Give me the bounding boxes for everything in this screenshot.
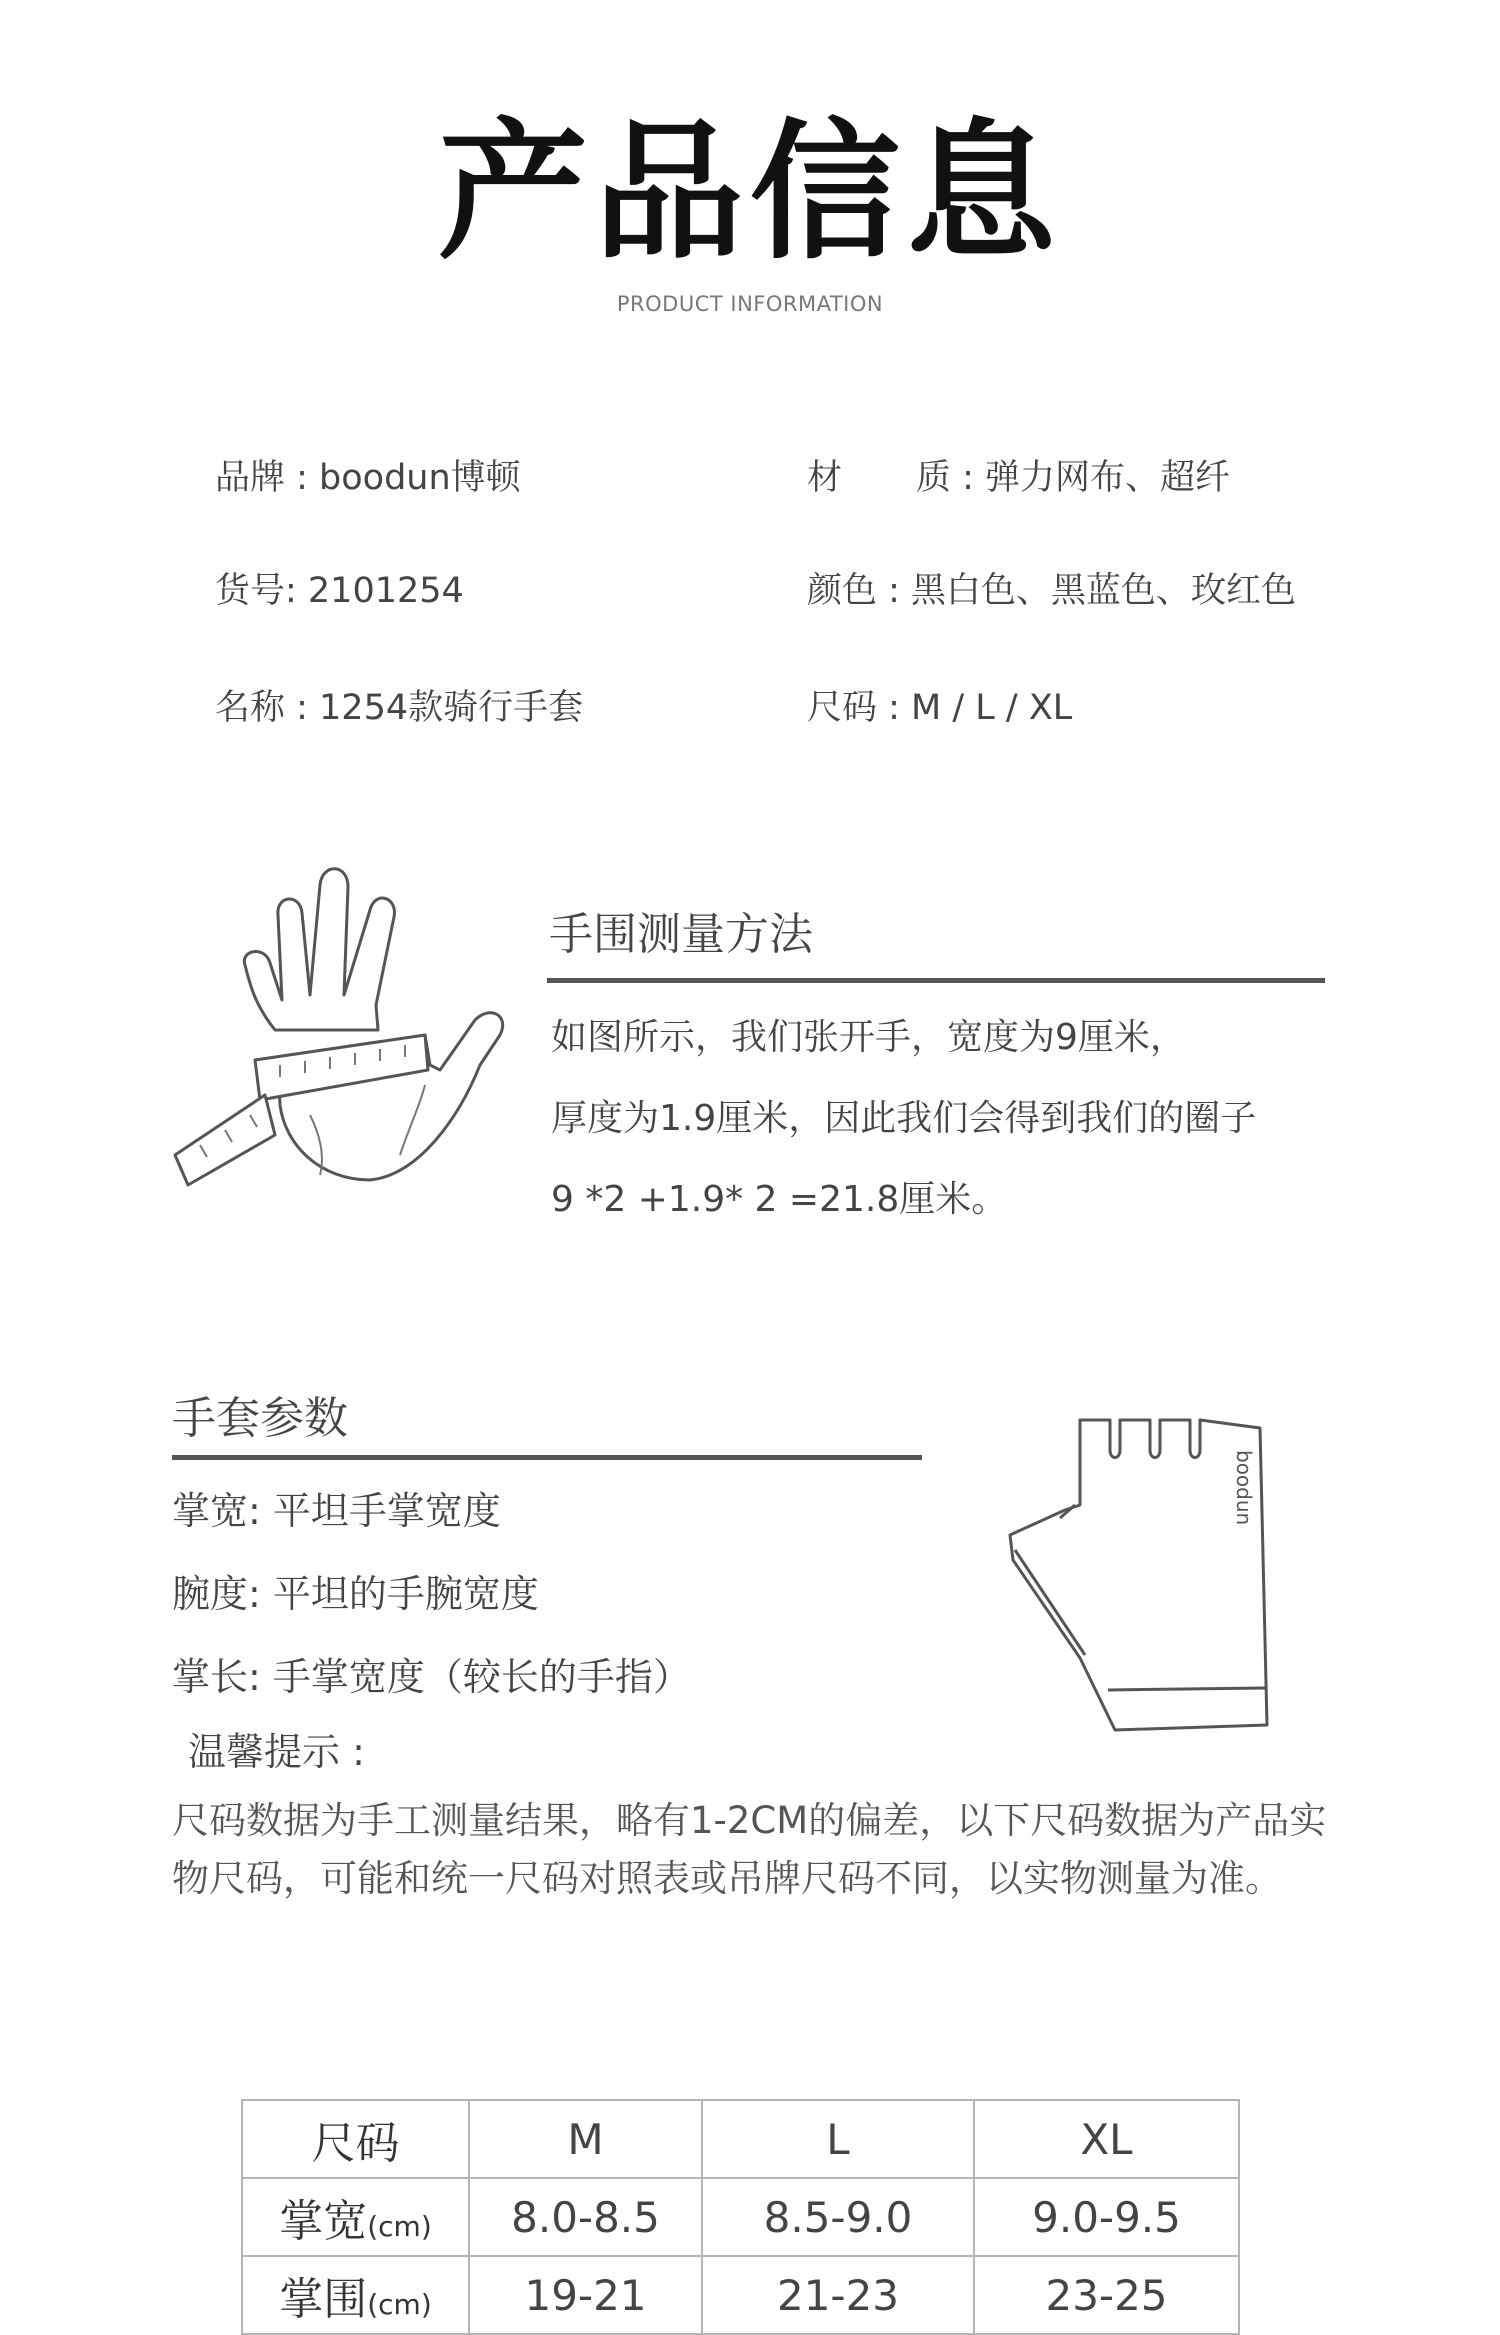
glove-brand-label: boodun (1232, 1450, 1256, 1526)
table-cell: 8.0-8.5 (469, 2178, 702, 2256)
name-info: 名称 : 1254款骑行手套 (215, 688, 584, 728)
colors-info: 颜色 : 黑白色、黑蓝色、玫红色 (807, 571, 1297, 611)
param-palm-width: 掌宽: 平坦手掌宽度 (172, 1489, 501, 1533)
row-label-palm-width (242, 2178, 469, 2256)
table-cell: 23-25 (974, 2256, 1239, 2334)
params-divider (172, 1455, 922, 1460)
table-cell: 8.5-9.0 (702, 2178, 974, 2256)
param-wrist-width: 腕度: 平坦的手腕宽度 (172, 1572, 539, 1616)
unit-label: (cm) (367, 2288, 432, 2321)
table-row (242, 2178, 1239, 2256)
measure-line-3: 9 *2 +1.9* 2 =21.8厘米。 (551, 1179, 1008, 1220)
brand-info: 品牌 : boodun博顿 (215, 458, 521, 498)
glove-icon (1005, 1410, 1285, 1740)
size-table (241, 2099, 1240, 2335)
header-xl: XL (974, 2100, 1239, 2178)
row-label-text: 掌围 (279, 2274, 368, 2325)
material-label: 材 (807, 458, 843, 498)
row-label-palm-circ (242, 2256, 469, 2334)
row-label-text: 掌宽 (279, 2196, 368, 2247)
material-info: 质 : 弹力网布、超纤 (916, 458, 1231, 498)
params-heading: 手套参数 (172, 1393, 348, 1444)
hand-measure-icon (170, 855, 520, 1225)
page-title: 产品信息 (437, 106, 1062, 280)
table-cell: 21-23 (702, 2256, 974, 2334)
table-cell: 9.0-9.5 (974, 2178, 1239, 2256)
measure-divider (547, 978, 1325, 983)
page-subtitle: PRODUCT INFORMATION (616, 292, 884, 316)
size-info: 尺码 : M / L / XL (807, 688, 1073, 728)
header-l: L (702, 2100, 974, 2178)
measure-heading: 手围测量方法 (549, 909, 813, 960)
header-m: M (469, 2100, 702, 2178)
unit-label: (cm) (367, 2210, 432, 2243)
table-row (242, 2256, 1239, 2334)
size-table-header-row (242, 2100, 1239, 2178)
table-cell: 19-21 (469, 2256, 702, 2334)
tip-label: 温馨提示 : (188, 1730, 365, 1774)
measure-line-2: 厚度为1.9厘米，因此我们会得到我们的圈子 (551, 1098, 1257, 1139)
size-note: 尺码数据为手工测量结果，略有1-2CM的偏差，以下尺码数据为产品实物尺码，可能和统一尺码对照表或吊牌尺码不同，以实物测量为准。 (172, 1799, 1327, 1900)
header-size: 尺码 (242, 2100, 469, 2178)
item-number-info: 货号: 2101254 (215, 571, 464, 611)
param-palm-length: 掌长: 手掌宽度（较长的手指） (172, 1655, 691, 1699)
measure-line-1: 如图所示，我们张开手，宽度为9厘米， (551, 1017, 1186, 1058)
